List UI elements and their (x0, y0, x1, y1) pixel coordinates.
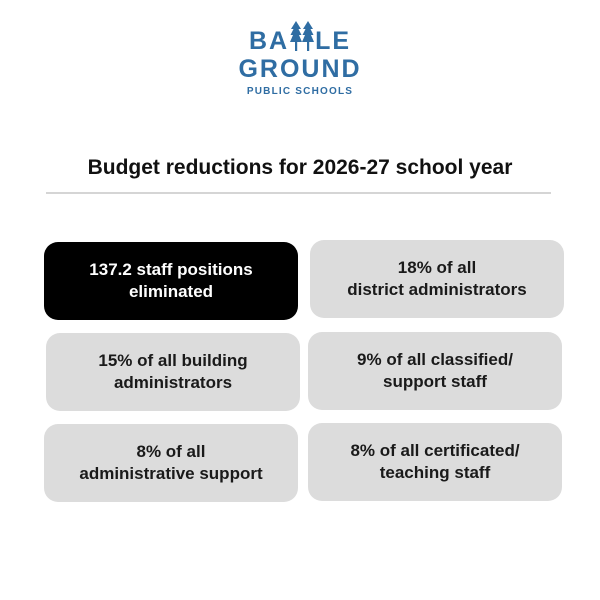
stat-card-building-administrators: 15% of all building administrators (46, 333, 300, 411)
logo-line-3: PUBLIC SCHOOLS (246, 86, 354, 97)
page-title: Budget reductions for 2026-27 school year (87, 156, 513, 179)
stat-card-administrative-support: 8% of all administrative support (44, 424, 298, 502)
school-district-logo (0, 28, 600, 97)
stat-card-classified-support-staff: 9% of all classified/ support staff (308, 332, 562, 410)
logo-line-1 (0, 28, 600, 54)
pine-trees-icon (290, 20, 314, 52)
stat-card-district-administrators: 18% of all district administrators (310, 240, 564, 318)
title-divider (46, 192, 551, 194)
stat-card-positions-eliminated: 137.2 staff positions eliminated (44, 242, 298, 320)
logo-text-right: LE (315, 27, 352, 55)
logo-text-left: BA (248, 27, 290, 55)
stat-card-certificated-teaching-staff: 8% of all certificated/ teaching staff (308, 423, 562, 501)
logo-line-2: GROUND (238, 55, 362, 83)
